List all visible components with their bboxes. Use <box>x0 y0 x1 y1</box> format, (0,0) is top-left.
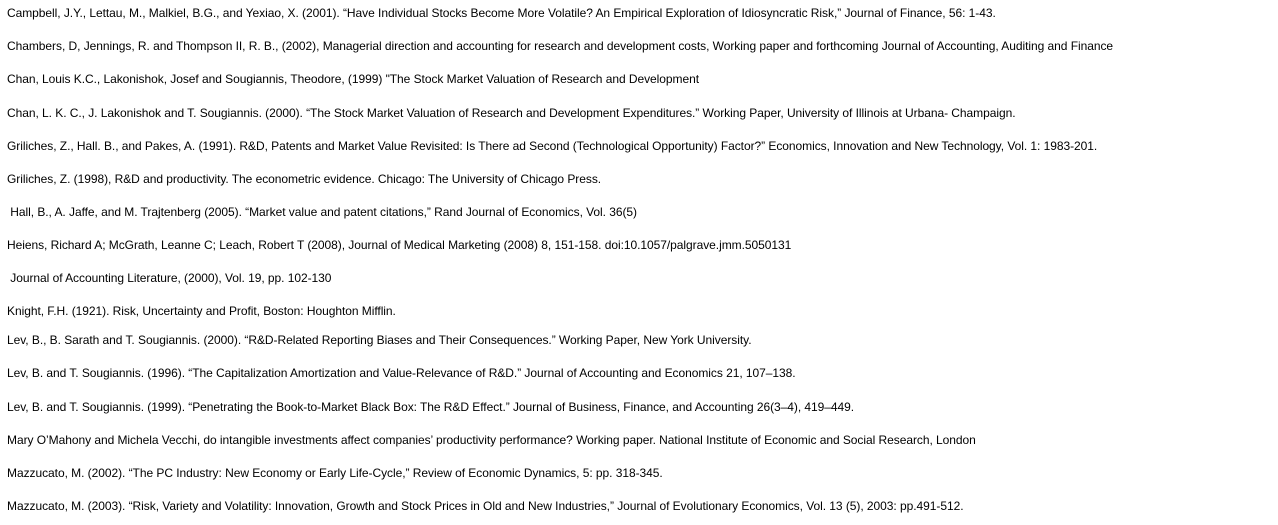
reference-mazzucato-2003: Mazzucato, M. (2003). “Risk, Variety and Volatility: Innovation, Growth and Stock Prices in Old and New Industries,” Journal of Evolutionary Economics, Vol. 13 (5), 2003: pp.491-512. <box>7 499 964 513</box>
reference-lev-2000: Lev, B., B. Sarath and T. Sougiannis. (2000). “R&D-Related Reporting Biases and Their Consequences.” Working Paper, New York University. <box>7 333 752 347</box>
reference-heiens-2008: Heiens, Richard A; McGrath, Leanne C; Leach, Robert T (2008), Journal of Medical Marketing (2008) 8, 151-158. doi:10.1057/palgrave.jmm.5050131 <box>7 238 792 252</box>
reference-lev-1999: Lev, B. and T. Sougiannis. (1999). “Penetrating the Book-to-Market Black Box: The R&D Effect.” Journal of Business, Finance, and Accounting 26(3–4), 419–449. <box>7 400 855 414</box>
reference-griliches-1991: Griliches, Z., Hall. B., and Pakes, A. (1991). R&D, Patents and Market Value Revisited: Is There ad Second (Technological Opportunity) Factor?” Economics, Innovation and New Technology, Vol. 1: 1983-201. <box>7 139 1098 153</box>
reference-journal-accounting-literature: Journal of Accounting Literature, (2000), Vol. 19, pp. 102-130 <box>7 271 332 285</box>
reference-chan-2000: Chan, L. K. C., J. Lakonishok and T. Sougiannis. (2000). “The Stock Market Valuation of Research and Development Expenditures.” Working Paper, University of Illinois at Urbana- Champaign. <box>7 106 1016 120</box>
reference-griliches-1998: Griliches, Z. (1998), R&D and productivity. The econometric evidence. Chicago: The University of Chicago Press. <box>7 172 602 186</box>
reference-knight-1921: Knight, F.H. (1921). Risk, Uncertainty and Profit, Boston: Houghton Mifflin. <box>7 304 396 318</box>
reference-chan-1999: Chan, Louis K.C., Lakonishok, Josef and Sougiannis, Theodore, (1999) "The Stock Market Valuation of Research and Development <box>7 72 700 86</box>
reference-omahony-vecchi: Mary O’Mahony and Michela Vecchi, do intangible investments affect companies’ productivity performance? Working paper. National Institute of Economic and Social Research, London <box>7 433 976 447</box>
reference-chambers-2002: Chambers, D, Jennings, R. and Thompson II, R. B., (2002), Managerial direction and accounting for research and development costs, Working paper and forthcoming Journal of Accounting, Auditing and Finance <box>7 39 1114 53</box>
reference-mazzucato-2002: Mazzucato, M. (2002). “The PC Industry: New Economy or Early Life-Cycle,” Review of Economic Dynamics, 5: pp. 318-345. <box>7 466 663 480</box>
reference-lev-1996: Lev, B. and T. Sougiannis. (1996). “The Capitalization Amortization and Value-Relevance of R&D.” Journal of Accounting and Economics 21, 107–138. <box>7 366 796 380</box>
reference-campbell-2001: Campbell, J.Y., Lettau, M., Malkiel, B.G., and Yexiao, X. (2001). “Have Individual Stocks Become More Volatile? An Empirical Exploration of Idiosyncratic Risk,” Journal of Finance, 56: 1-43. <box>7 6 996 20</box>
reference-hall-2005: Hall, B., A. Jaffe, and M. Trajtenberg (2005). “Market value and patent citations,” Rand Journal of Economics, Vol. 36(5) <box>7 205 638 219</box>
